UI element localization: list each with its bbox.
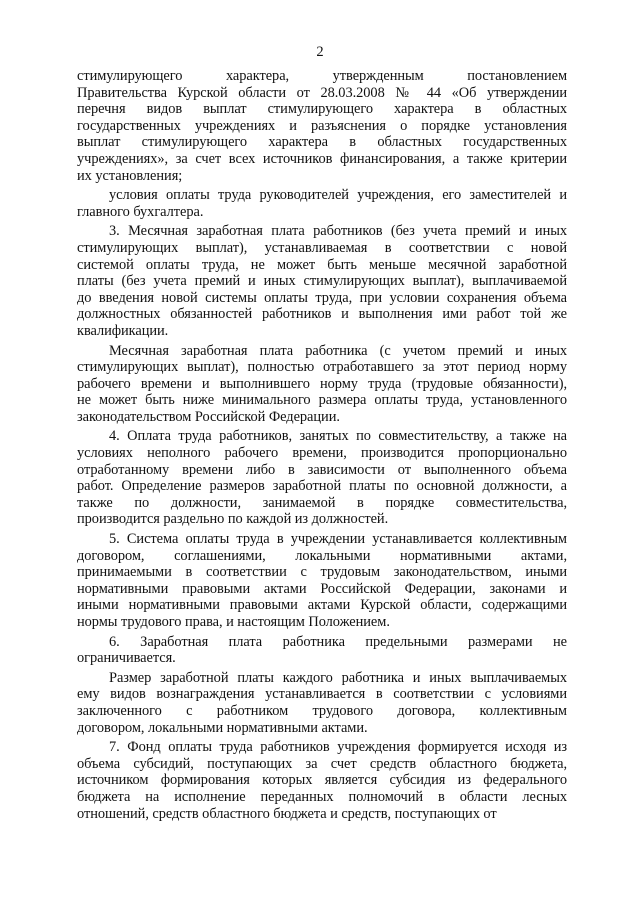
paragraph bbox=[77, 634, 567, 667]
text-line: условиях неполного рабочего времени, производится пропорционально bbox=[77, 445, 567, 462]
text-line: Месячная заработная плата работника (с учетом премий и иных bbox=[109, 342, 567, 359]
text-line: принимаемыми в соответствии с трудовым законодательством, иными bbox=[77, 564, 567, 581]
text-line: системой оплаты труда, не может быть меньше месячной заработной bbox=[77, 256, 567, 273]
paragraph bbox=[77, 187, 567, 220]
text-line: бюджета на исполнение переданных полномочий в области лесных bbox=[77, 788, 567, 805]
text-line: производится раздельно по каждой из должностей. bbox=[77, 511, 389, 528]
text-line: учреждениях», за счет всех источников финансирования, а также критерии bbox=[77, 150, 567, 167]
text-line: Размер заработной платы каждого работника и иных выплачиваемых bbox=[109, 669, 567, 686]
text-line: их установления; bbox=[77, 167, 183, 184]
text-line: Правительства Курской области от 28.03.2008 № 44 «Об утверждении bbox=[77, 84, 567, 101]
text-line: перечня видов выплат стимулирующего характера в областных bbox=[77, 101, 567, 118]
text-line: отношений, средств областного бюджета и средств, поступающих от bbox=[77, 805, 497, 822]
paragraph bbox=[77, 670, 567, 736]
text-line: нормы трудового права, и настоящим Положением. bbox=[77, 614, 390, 630]
text-line: 4. Оплата труда работников, занятых по совместительству, а также на bbox=[109, 428, 567, 445]
paragraph bbox=[77, 739, 567, 822]
text-line: заключенного с работником трудового договора, коллективным bbox=[77, 702, 567, 719]
text-line: договором, соглашениями, локальными нормативными актами, bbox=[77, 547, 567, 564]
text-line: государственных учреждениях и разъяснения о порядке установления bbox=[77, 117, 567, 134]
text-line: квалификации. bbox=[77, 322, 169, 339]
text-line: договором, локальными нормативными актами. bbox=[77, 719, 368, 736]
text-line: 3. Месячная заработная плата работников (без учета премий и иных bbox=[109, 223, 567, 240]
text-line: законодательством Российской Федерации. bbox=[77, 408, 340, 425]
text-line: ограничивается. bbox=[77, 650, 176, 667]
paragraph bbox=[77, 223, 567, 339]
text-line: платы (без учета премий и иных стимулирующих выплат), выплачиваемой bbox=[77, 273, 567, 290]
text-line: главного бухгалтера. bbox=[77, 203, 204, 220]
text-line: должностных обязанностей работников и выполнения ими работ той же bbox=[77, 306, 567, 323]
text-line: иными нормативными правовыми актами Курской области, содержащими bbox=[77, 597, 567, 614]
text-line: 6. Заработная плата работника предельными размерами не bbox=[109, 633, 567, 650]
paragraph bbox=[77, 428, 567, 528]
text-line: не может быть ниже минимального размера оплаты труда, установленного bbox=[77, 392, 567, 409]
text-line: объема субсидий, поступающих за счет средств областного бюджета, bbox=[77, 755, 567, 772]
paragraph bbox=[77, 343, 567, 426]
text-line: 7. Фонд оплаты труда работников учреждения формируется исходя из bbox=[109, 739, 567, 756]
text-line: до введения новой системы оплаты труда, при условии сохранения объема bbox=[77, 289, 567, 306]
text-line: стимулирующих выплат), устанавливаемая в соответствии с новой bbox=[77, 239, 567, 256]
page-number: 2 bbox=[316, 44, 324, 60]
text-line: работ. Определение размеров заработной платы по основной должности, а bbox=[77, 478, 567, 495]
paragraph bbox=[77, 68, 567, 184]
text-line: условия оплаты труда руководителей учреждения, его заместителей и bbox=[109, 187, 567, 204]
text-line: ему видов вознаграждения устанавливается в соответствии с условиями bbox=[77, 686, 567, 703]
text-line: 5. Система оплаты труда в учреждении устанавливается коллективным bbox=[109, 531, 567, 548]
text-line: отработанному времени либо в зависимости от выполненного объема bbox=[77, 461, 567, 478]
text-line: стимулирующего характера, утвержденным постановлением bbox=[77, 68, 567, 84]
text-line: рабочего времени и выполнившего норму труда (трудовые обязанности), bbox=[77, 375, 567, 392]
document-body bbox=[77, 68, 567, 822]
text-line: источником формирования которых является субсидия из федерального bbox=[77, 772, 567, 789]
text-line: также по должности, занимаемой в порядке совместительства, bbox=[77, 494, 567, 511]
text-line: выплат стимулирующего характера в областных государственных bbox=[77, 134, 567, 151]
text-line: стимулирующих выплат), полностью отработавшего за этот период норму bbox=[77, 359, 567, 376]
text-line: нормативными правовыми актами Российской Федерации, законами и bbox=[77, 580, 567, 597]
paragraph bbox=[77, 531, 567, 631]
